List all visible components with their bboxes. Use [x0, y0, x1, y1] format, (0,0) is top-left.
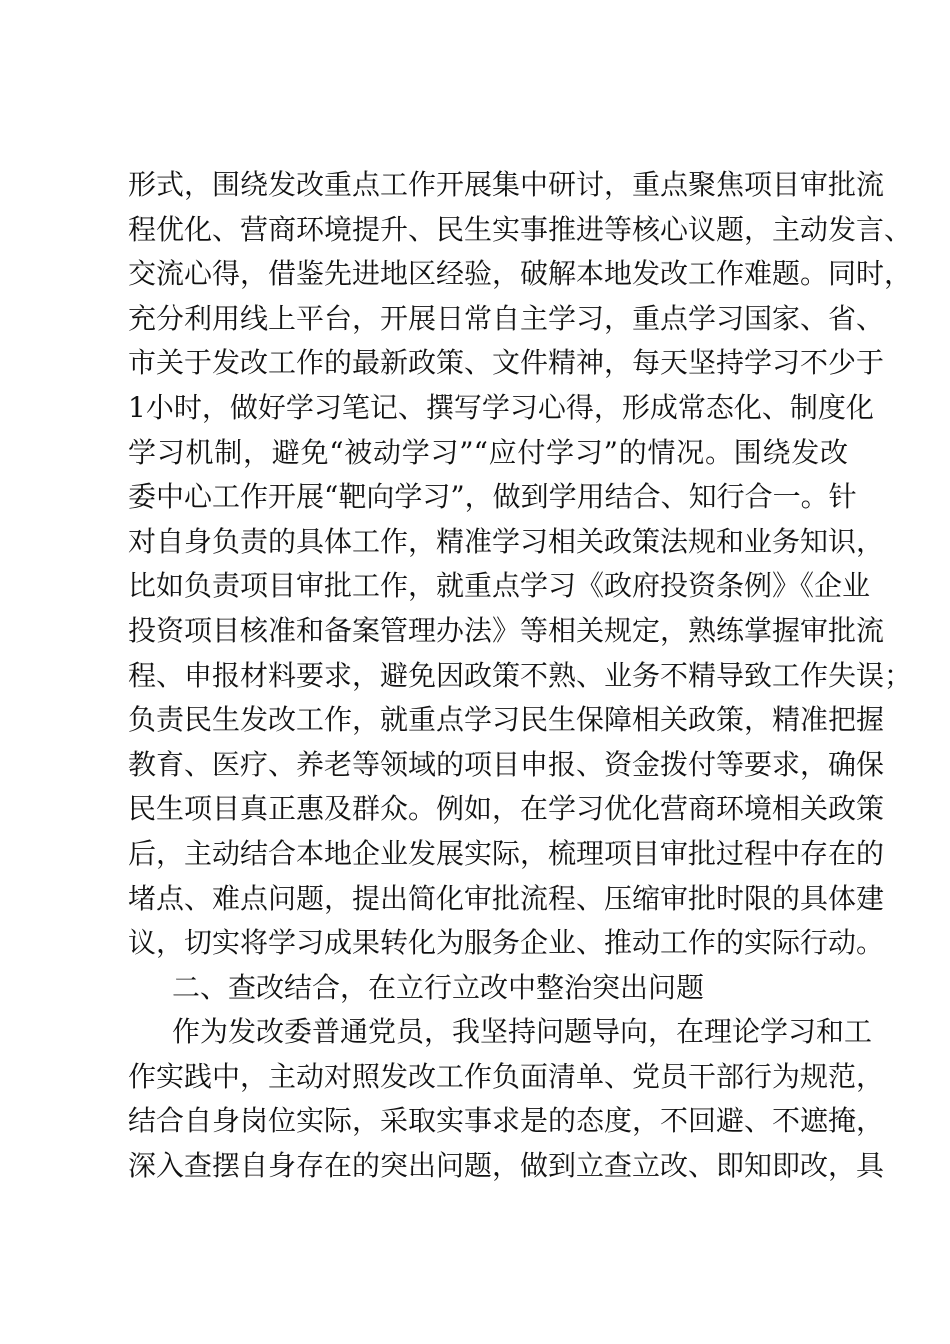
text-line: 后，主动结合本地企业发展实际，梳理项目审批过程中存在的	[128, 836, 885, 870]
text-line: 学习机制，避免“被动学习”“应付学习”的情况。围绕发改	[128, 435, 848, 469]
text-line: 1小时，做好学习笔记、撰写学习心得，形成常态化、制度化	[128, 390, 874, 424]
text-line: 充分利用线上平台，开展日常自主学习，重点学习国家、省、	[128, 301, 885, 335]
text-line: 对自身负责的具体工作，精准学习相关政策法规和业务知识，	[128, 524, 885, 558]
text-line: 程、申报材料要求，避免因政策不熟、业务不精导致工作失误；	[128, 658, 913, 692]
text-line: 议，切实将学习成果转化为服务企业、推动工作的实际行动。	[128, 926, 885, 960]
text-line: 比如负责项目审批工作，就重点学习《政府投资条例》《企业	[128, 569, 871, 603]
text-line: 程优化、营商环境提升、民生实事推进等核心议题，主动发言、	[128, 212, 913, 246]
text-line: 形式，围绕发改重点工作开展集中研讨，重点聚焦项目审批流	[128, 168, 885, 201]
text-line: 民生项目真正惠及群众。例如，在学习优化营商环境相关政策	[128, 792, 885, 826]
text-line: 交流心得，借鉴先进地区经验，破解本地发改工作难题。同时，	[128, 257, 913, 291]
section-heading: 二、查改结合，在立行立改中整治突出问题	[172, 970, 705, 1004]
text-line: 深入查摆自身存在的突出问题，做到立查立改、即知即改，具	[128, 1149, 885, 1183]
text-line: 作为发改委普通党员，我坚持问题导向，在理论学习和工	[172, 1015, 873, 1049]
text-line: 委中心工作开展“靶向学习”，做到学用结合、知行合一。针	[128, 480, 857, 514]
text-line: 结合自身岗位实际，采取实事求是的态度，不回避、不遮掩，	[128, 1104, 885, 1138]
text-line: 教育、医疗、养老等领域的项目申报、资金拨付等要求，确保	[128, 747, 885, 781]
text-line: 市关于发改工作的最新政策、文件精神，每天坚持学习不少于	[128, 346, 885, 380]
text-line: 负责民生发改工作，就重点学习民生保障相关政策，精准把握	[128, 703, 885, 737]
text-line: 堵点、难点问题，提出简化审批流程、压缩审批时限的具体建	[128, 881, 885, 915]
text-line: 投资项目核准和备案管理办法》等相关规定，熟练掌握审批流	[128, 613, 885, 647]
text-line: 作实践中，主动对照发改工作负面清单、党员干部行为规范，	[128, 1059, 885, 1093]
body-text	[128, 163, 913, 1189]
